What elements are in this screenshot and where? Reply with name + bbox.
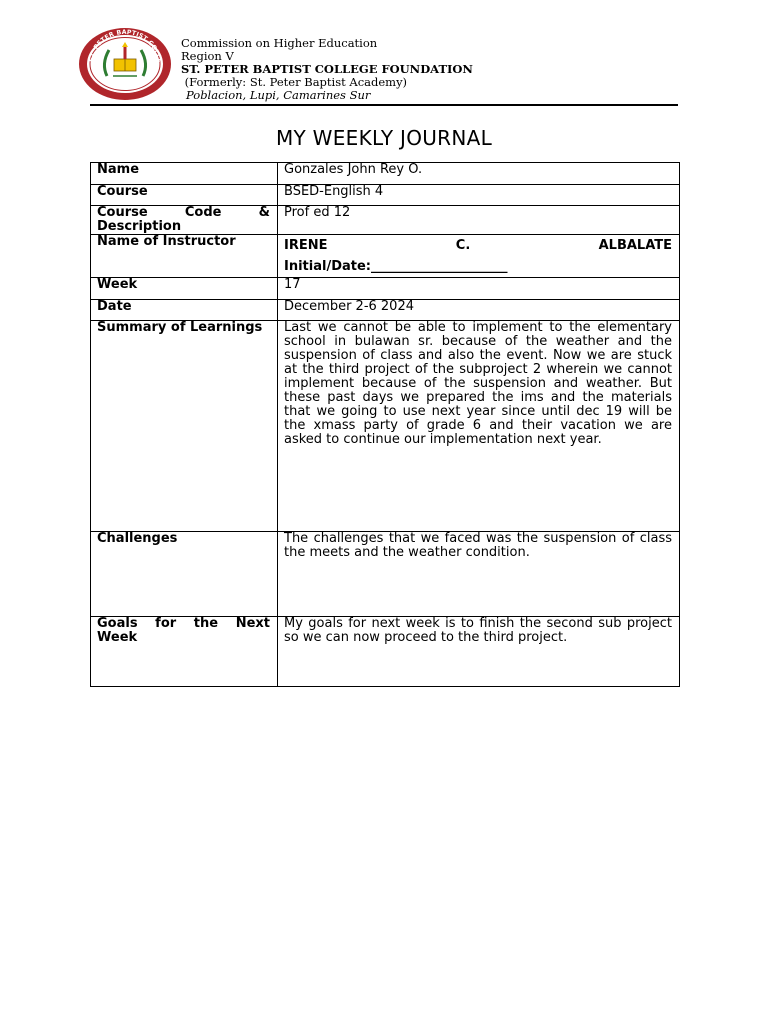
table-row: [91, 185, 680, 206]
svg-text:ST. PETER BAPTIST COLLEGE FOUN: ST. PETER BAPTIST COLLE: [88, 28, 163, 64]
table-row: [91, 300, 680, 321]
instructor-cell: [278, 235, 680, 278]
goals-label: Goals for the Next Week: [91, 617, 278, 687]
week-label: Week: [91, 278, 278, 300]
table-row: [91, 278, 680, 300]
course-label: Course: [91, 185, 278, 206]
name-label: Name: [91, 163, 278, 185]
table-row: [91, 206, 680, 235]
header-block: [181, 37, 473, 102]
table-row: [91, 532, 680, 617]
summary-value: Last we cannot be able to implement to the elementary school in bulawan sr. because of the weather and the suspension of class and also the event. Now we are stuck at the third project of the subproject 2 wherein we cannot implement because of the suspension and weather. But these past days we prepared the ims and the materials that we going to use next year since until dec 19 will be the xmass party of grade 6 and their vacation we are asked to continue our implementation next year.: [278, 321, 680, 532]
journal-table: [90, 162, 680, 687]
challenges-value: The challenges that we faced was the suspension of class the meets and the weather condition.: [278, 532, 680, 617]
table-row: [91, 235, 680, 278]
page-title: MY WEEKLY JOURNAL: [275, 126, 493, 150]
name-value: Gonzales John Rey O.: [278, 163, 680, 185]
region-line: Region V: [181, 49, 234, 63]
date-label: Date: [91, 300, 278, 321]
week-value: 17: [278, 278, 680, 300]
date-value: December 2-6 2024: [278, 300, 680, 321]
formerly-line: (Formerly: St. Peter Baptist Academy): [181, 75, 408, 89]
header-divider: [90, 104, 678, 106]
address-line: Poblacion, Lupi, Camarines Sur: [186, 88, 371, 102]
table-row: [91, 321, 680, 532]
institution-name: ST. PETER BAPTIST COLLEGE FOUNDATION: [181, 62, 473, 76]
course-value: BSED-English 4: [278, 185, 680, 206]
challenges-label: Challenges: [91, 532, 278, 617]
table-row: [91, 617, 680, 687]
summary-label: Summary of Learnings: [91, 321, 278, 532]
instructor-name: IRENE C. ALBALATE: [284, 238, 672, 253]
table-row: [91, 163, 680, 185]
commission-line: Commission on Higher Education: [181, 36, 378, 50]
instructor-label: Name of Instructor: [91, 235, 278, 278]
goals-value: My goals for next week is to finish the second sub project so we can now proceed to the third project.: [278, 617, 680, 687]
instructor-initial-date: Initial/Date:_____________________: [284, 259, 508, 274]
course-code-value: Prof ed 12: [278, 206, 680, 235]
college-seal-logo: [77, 26, 173, 102]
course-code-label: Course Code & Description: [91, 206, 278, 235]
